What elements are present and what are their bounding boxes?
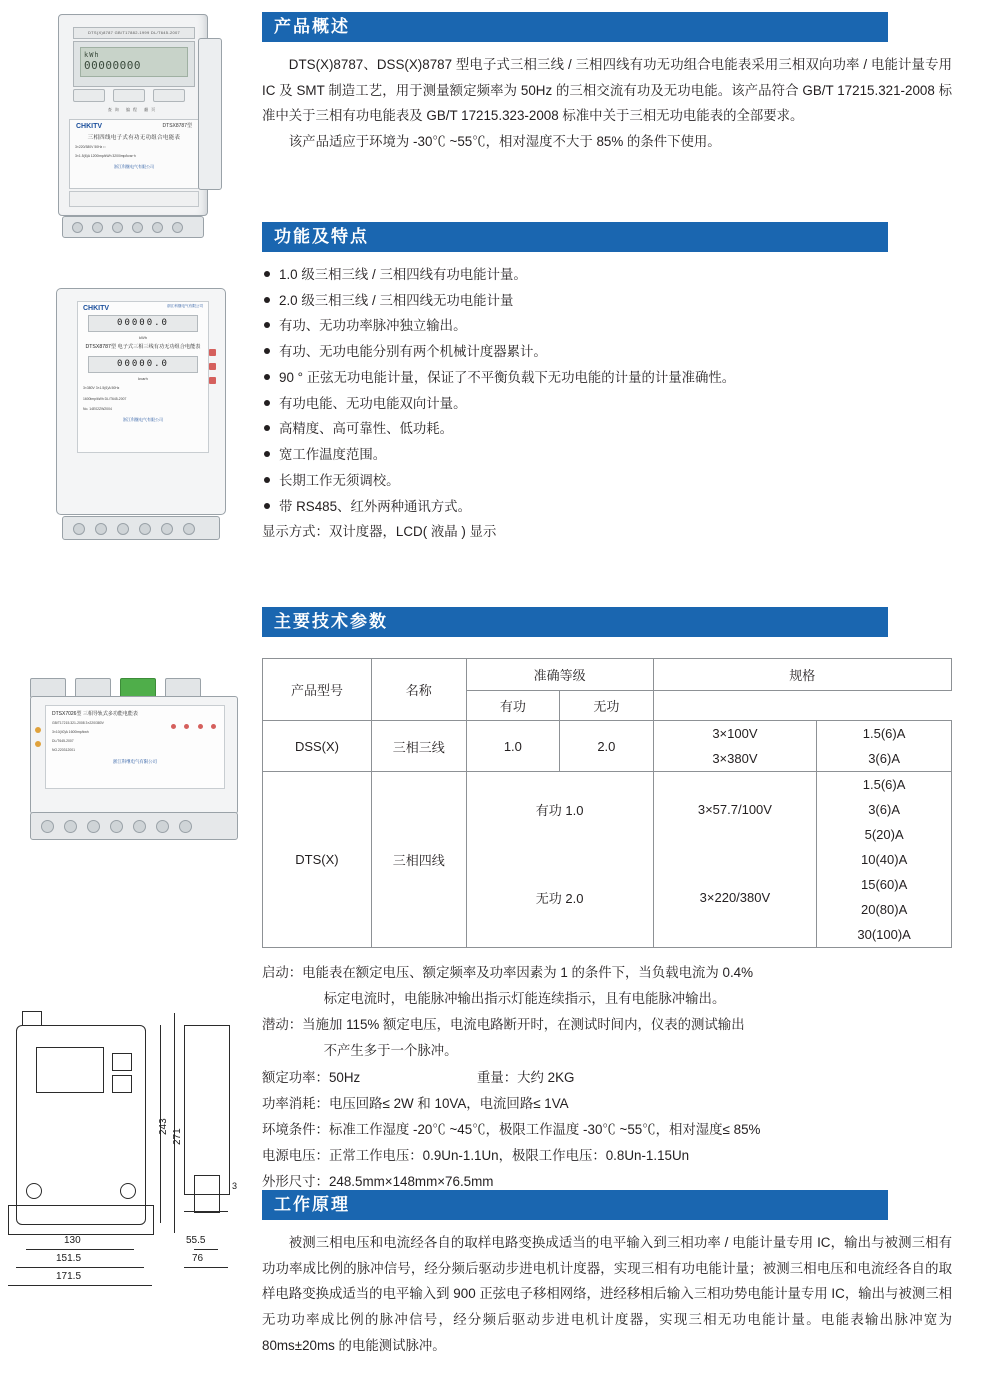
nameplate-spec-1: GB/T17215.321-2008 3×220/380V bbox=[52, 721, 104, 725]
front-view-top-lug bbox=[22, 1011, 42, 1026]
terminal-screw bbox=[152, 222, 163, 233]
dimension-drawing bbox=[8, 1005, 263, 1335]
param-dimensions: 外形尺寸：248.5mm×148mm×76.5mm bbox=[262, 1174, 494, 1190]
dim-label-271: 271 bbox=[172, 1128, 183, 1145]
led-dot bbox=[184, 724, 189, 729]
product-photo-dtsx8787-second bbox=[48, 280, 233, 545]
section-title-features: 功能及特点 bbox=[262, 222, 888, 252]
nameplate-title: DTSX7026型 三相导轨式多功能电能表 bbox=[52, 711, 138, 717]
din-clip bbox=[165, 678, 201, 698]
th-spec: 规格 bbox=[653, 659, 951, 691]
param-startup-sub: 标定电流时，电能脉冲输出指示灯能连续指示，且有电能脉冲输出。 bbox=[323, 991, 726, 1007]
list-item: 宽工作温度范围。 bbox=[262, 442, 952, 468]
section-overview bbox=[262, 12, 952, 155]
list-item: 90 ° 正弦无功电能计量，保证了不平衡负载下无功电能的计量的计量准确性。 bbox=[262, 365, 952, 391]
cell-name-dss: 三相三线 bbox=[371, 721, 466, 772]
model-number: DTSX8787型 bbox=[162, 123, 192, 129]
front-view-display-window bbox=[36, 1047, 104, 1093]
section-title-principle: 工作原理 bbox=[262, 1190, 888, 1220]
brand-logo: CHKITV bbox=[76, 123, 103, 130]
nameplate-title: 三相四线电子式有功无功组合电能表 bbox=[87, 135, 181, 141]
front-view-button-1 bbox=[112, 1053, 132, 1071]
cell-current-dts-2: 3(6)A bbox=[817, 797, 952, 822]
terminal-block bbox=[62, 516, 220, 540]
param-creep bbox=[262, 1012, 952, 1064]
dim-label-side-mark: 3 bbox=[232, 1181, 238, 1191]
meter-lower-panel bbox=[69, 191, 199, 207]
param-environment: 环境条件：标准工作湿度 -20℃ ~45℃，极限工作温度 -30℃ ~55℃，相对湿度≤ 85% bbox=[262, 1121, 761, 1137]
param-consumption: 功率消耗：电压回路≤ 2W 和 10VA，电流回路≤ 1VA bbox=[262, 1095, 569, 1111]
din-clip bbox=[75, 678, 111, 698]
terminal-screw bbox=[41, 820, 54, 833]
led-indicator bbox=[35, 741, 41, 747]
terminal-screw bbox=[112, 222, 123, 233]
cell-accuracy-dts-active: 有功 1.0 bbox=[466, 772, 653, 848]
nameplate-serial: No. 14E02ZW2004 bbox=[83, 407, 112, 412]
din-rail-clip-row bbox=[30, 678, 236, 698]
section-features bbox=[262, 222, 952, 545]
terminal-screw bbox=[73, 523, 85, 535]
terminal-screw bbox=[72, 222, 83, 233]
cell-voltage-dts-2: 3×220/380V bbox=[653, 847, 817, 948]
nameplate-title: DTSX8787型 电子式三相三线有功无功组合电能表 bbox=[85, 344, 201, 350]
terminal-screw bbox=[139, 523, 151, 535]
lcd-value: 00000000 bbox=[84, 59, 141, 72]
terminal-screw bbox=[64, 820, 77, 833]
dim-line-130 bbox=[26, 1249, 134, 1250]
dim-line-271 bbox=[174, 1013, 175, 1233]
list-item: 有功、无功电能分别有两个机械计度器累计。 bbox=[262, 339, 952, 365]
list-item: 有功、无功功率脉冲独立输出。 bbox=[262, 313, 952, 339]
dim-line-555 bbox=[194, 1249, 218, 1250]
lcd-unit: kWh bbox=[84, 51, 100, 59]
nameplate-spec-1: 3×220/380V 50Hz □ bbox=[75, 145, 106, 149]
dim-line-1715 bbox=[8, 1285, 152, 1286]
overview-paragraph-1: DTS(X)8787、DSS(X)8787 型电子式三相三线 / 三相四线有功无功组合电能表采用三相双向功率 / 电能计量专用 IC 及 SMT 制造工艺，用于测量额定频率为 50Hz 的三相交流有功及无功电能。该产品符合 GB/T 17215.321-2008 标准中关于三相有功电能表及 GB/T 17215.323-2008 标准中关于三相无功电能表的全部要求。 bbox=[262, 57, 952, 124]
meter-nameplate bbox=[69, 119, 199, 189]
table-row bbox=[263, 721, 952, 747]
overview-paragraph-2: 该产品适应于环境为 -30℃ ~55℃，相对湿度不大于 85% 的条件下使用。 bbox=[288, 134, 721, 150]
th-model: 产品型号 bbox=[263, 659, 372, 721]
meter-button bbox=[73, 89, 105, 102]
terminal-screw bbox=[117, 523, 129, 535]
section-title-overview: 产品概述 bbox=[262, 12, 888, 42]
meter-nameplate bbox=[45, 705, 225, 789]
side-view-outline bbox=[184, 1025, 230, 1195]
terminal-screw bbox=[133, 820, 146, 833]
cell-voltage-dss-1: 3×100V bbox=[653, 721, 817, 747]
product-photo-dtsx8787-front bbox=[48, 8, 223, 238]
cell-name-dts: 三相四线 bbox=[371, 772, 466, 948]
features-list bbox=[262, 262, 952, 519]
counter-unit-reactive: kvarh bbox=[138, 375, 148, 381]
param-startup-label: 启动： bbox=[262, 965, 303, 980]
param-creep-text: 当施加 115% 额定电压，电流电路断开时，在测试时间内，仪表的测试输出 bbox=[302, 1017, 745, 1033]
terminal-screw bbox=[110, 820, 123, 833]
led-indicator bbox=[209, 377, 216, 384]
cell-current-dts-7: 30(100)A bbox=[817, 922, 952, 948]
led-indicator bbox=[209, 363, 216, 370]
param-startup bbox=[262, 960, 952, 1012]
dim-label-243: 243 bbox=[158, 1118, 169, 1135]
meter-nameplate bbox=[77, 301, 209, 453]
side-view-terminal-cover bbox=[194, 1175, 220, 1213]
meter-indicator-leds bbox=[209, 349, 216, 391]
list-item: 2.0 级三相三线 / 三相四线无功电能计量 bbox=[262, 288, 952, 314]
display-mode-note: 显示方式：双计度器，LCD( 液晶 ) 显示 bbox=[262, 524, 497, 540]
nameplate-spec-2: 3×1.5(6)A 1200imp/kWh 3200imp/kvar·h bbox=[75, 154, 136, 159]
principle-paragraph: 被测三相电压和电流经各自的取样电路变换成适当的电平输入到三相功率 / 电能计量专用 IC，输出与被测三相有功功率成比例的脉冲信号，经分频后驱动步进电机计度器，实现三相有功电能计量；被测三相电压和电流经各自的取样电路变换成适当的电平输入到 900 正弦电子移相网络，进经移相后输入三相功势电能计量专用 IC，输出与被测三相无功功率成比例的脉冲信号，经分频后驱动步进电机计度器，实现三相无功电能计量。电能表输出脉冲宽为 80ms±20ms 的电能测试脉冲。 bbox=[262, 1235, 952, 1353]
cell-model-dss: DSS(X) bbox=[263, 721, 372, 772]
cell-current-dts-3: 5(20)A bbox=[817, 822, 952, 847]
spec-table bbox=[262, 658, 952, 948]
nameplate-spec-1: 3×380V 3×1.5(6)A 50Hz bbox=[83, 385, 120, 390]
front-view-screw-hole bbox=[120, 1183, 136, 1199]
list-item: 有功电能、无功电能双向计量。 bbox=[262, 391, 952, 417]
side-view-baseline bbox=[184, 1211, 228, 1212]
dim-label-1515: 151.5 bbox=[56, 1253, 82, 1264]
dim-label-76: 76 bbox=[192, 1253, 204, 1264]
meter-led-column bbox=[35, 725, 44, 753]
list-item: 高精度、高可靠性、低功耗。 bbox=[262, 416, 952, 442]
led-indicator bbox=[35, 727, 41, 733]
dim-label-130: 130 bbox=[64, 1235, 81, 1246]
cell-current-dts-5: 15(60)A bbox=[817, 872, 952, 897]
param-creep-label: 潜动： bbox=[262, 1017, 303, 1033]
meter-button bbox=[113, 89, 145, 102]
nameplate-serial: NO.220312001 bbox=[52, 748, 75, 753]
manufacturer-name: 浙江科继电气有限公司 bbox=[114, 163, 154, 169]
param-power-row bbox=[262, 1065, 952, 1091]
led-dot-row bbox=[167, 716, 216, 734]
param-rated-power: 额定功率：50Hz bbox=[262, 1069, 361, 1085]
terminal-block bbox=[62, 216, 204, 238]
led-indicator bbox=[209, 349, 216, 356]
mechanical-counter-reactive: 00000.0 bbox=[88, 356, 198, 373]
cell-active-dss: 1.0 bbox=[466, 721, 560, 772]
table-row bbox=[263, 772, 952, 798]
brand-logo: CHKITV bbox=[83, 305, 110, 312]
nameplate-header: 浙江科继电气有限公司 bbox=[167, 304, 203, 308]
meter-top-strip: DTS(X)8787 GB/T17882-1999 DL/T645-2007 bbox=[73, 27, 195, 39]
section-principle bbox=[262, 1190, 952, 1359]
manufacturer-name: 浙江科继电气有限公司 bbox=[113, 758, 157, 764]
meter-lcd-display bbox=[80, 47, 188, 77]
cell-current-dts-4: 10(40)A bbox=[817, 847, 952, 872]
cell-reactive-dss: 2.0 bbox=[560, 721, 654, 772]
section-specs bbox=[262, 607, 952, 1195]
led-dot bbox=[211, 724, 216, 729]
product-image-column bbox=[0, 0, 262, 1380]
section-title-specs: 主要技术参数 bbox=[262, 607, 888, 637]
din-clip-green bbox=[120, 678, 156, 698]
cell-current-dts-1: 1.5(6)A bbox=[817, 772, 952, 798]
cell-voltage-dss-2: 3×380V bbox=[653, 746, 817, 772]
terminal-screw bbox=[179, 820, 192, 833]
cell-accuracy-dts-reactive: 无功 2.0 bbox=[466, 847, 653, 948]
cell-current-dts-6: 20(80)A bbox=[817, 897, 952, 922]
th-active: 有功 bbox=[466, 691, 560, 721]
param-creep-sub: 不产生多于一个脉冲。 bbox=[323, 1043, 458, 1059]
param-weight: 重量：大约 2KG bbox=[477, 1069, 575, 1085]
meter-button bbox=[153, 89, 185, 102]
manufacturer-name: 浙江科继电气有限公司 bbox=[123, 417, 163, 423]
nameplate-spec-2: 1600imp/kWh DL/T645-2007 bbox=[83, 396, 127, 401]
nameplate-spec-2: 3×10(40)A 1600imp/kwh bbox=[52, 730, 89, 735]
terminal-screw bbox=[172, 222, 183, 233]
cell-current-dss-1: 1.5(6)A bbox=[817, 721, 952, 747]
meter-body bbox=[58, 14, 208, 216]
dim-label-555: 55.5 bbox=[186, 1235, 206, 1246]
nameplate-spec-3: DL/T645-2007 bbox=[52, 739, 74, 744]
meter-button-labels: 查询 编程 翻页 bbox=[107, 107, 159, 112]
list-item: 长期工作无须调校。 bbox=[262, 468, 952, 494]
th-accuracy: 准确等级 bbox=[466, 659, 653, 691]
meter-lcd-bezel bbox=[73, 41, 195, 87]
terminal-screw bbox=[95, 523, 107, 535]
param-supply-voltage: 电源电压：正常工作电压：0.9Un-1.1Un，极限工作电压：0.8Un-1.15Un bbox=[262, 1147, 690, 1163]
front-view-button-2 bbox=[112, 1075, 132, 1093]
counter-unit-active: kWh bbox=[139, 335, 147, 340]
cell-current-dss-2: 3(6)A bbox=[817, 746, 952, 772]
list-item: 带 RS485、红外两种通讯方式。 bbox=[262, 494, 952, 520]
terminal-screw bbox=[87, 820, 100, 833]
mechanical-counter-active: 00000.0 bbox=[88, 315, 198, 332]
param-startup-text: 电能表在额定电压、额定频率及功率因素为 1 的条件下，当负载电流为 0.4% bbox=[302, 965, 754, 980]
front-view-terminal-cover bbox=[8, 1205, 154, 1235]
terminal-screw bbox=[161, 523, 173, 535]
terminal-screw bbox=[183, 523, 195, 535]
terminal-screw bbox=[156, 820, 169, 833]
led-dot bbox=[171, 724, 176, 729]
dim-line-76 bbox=[184, 1267, 228, 1268]
terminal-screw bbox=[92, 222, 103, 233]
dim-line-1515 bbox=[16, 1267, 144, 1268]
cell-model-dts: DTS(X) bbox=[263, 772, 372, 948]
th-reactive: 无功 bbox=[560, 691, 654, 721]
table-header-row bbox=[263, 659, 952, 691]
terminal-screw bbox=[132, 222, 143, 233]
terminal-cover bbox=[198, 38, 222, 190]
dim-label-1715: 171.5 bbox=[56, 1271, 82, 1282]
led-dot bbox=[198, 724, 203, 729]
meter-body bbox=[30, 696, 238, 814]
list-item: 1.0 级三相三线 / 三相四线有功电能计量。 bbox=[262, 262, 952, 288]
product-photo-dtsx7026-din-rail bbox=[20, 672, 250, 857]
din-clip bbox=[30, 678, 66, 698]
cell-voltage-dts-1: 3×57.7/100V bbox=[653, 772, 817, 848]
spec-parameter-block bbox=[262, 960, 952, 1195]
terminal-block bbox=[30, 812, 238, 840]
meter-body bbox=[56, 288, 226, 515]
th-name: 名称 bbox=[371, 659, 466, 721]
meter-button-bar bbox=[73, 89, 193, 103]
front-view-screw-hole bbox=[26, 1183, 42, 1199]
